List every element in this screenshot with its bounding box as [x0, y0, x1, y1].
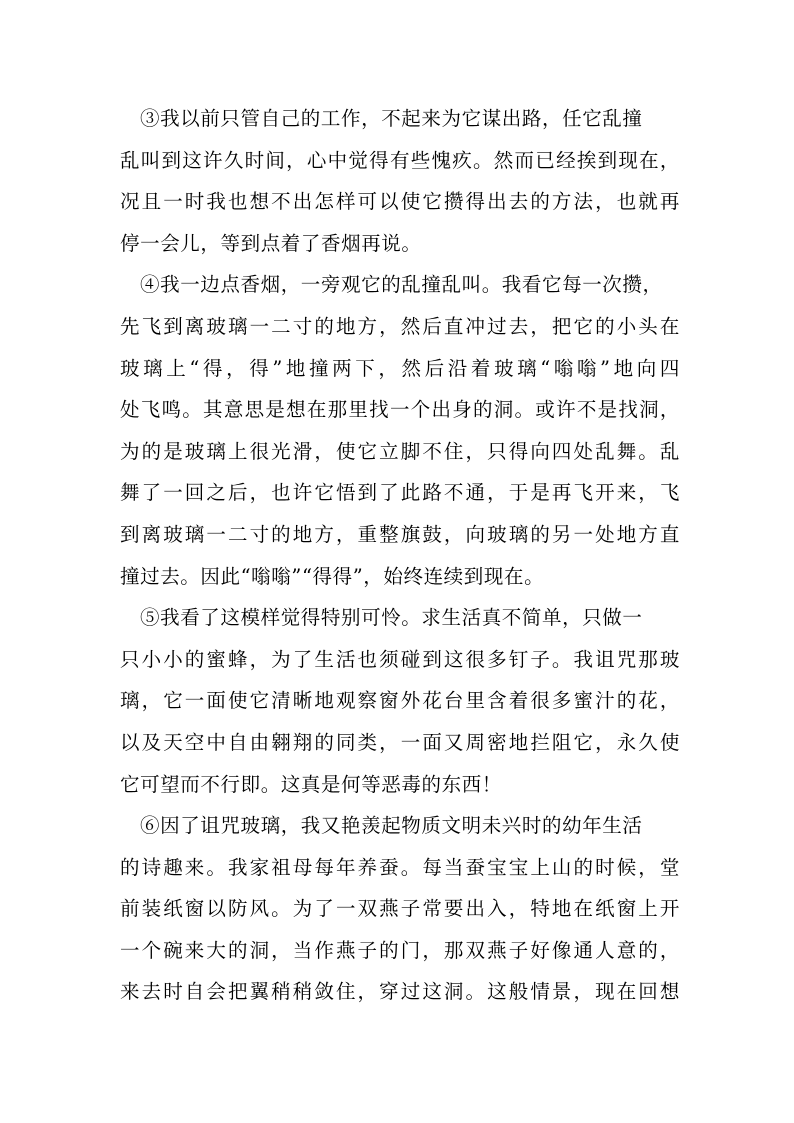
- paragraph-4-line-3: 玻璃上“得，得”地撞两下，然后沿着玻璃“嗡嗡”地向四: [120, 356, 680, 380]
- paragraph-4-line-2: 先飞到离玻璃一二寸的地方，然后直冲过去，把它的小头在: [120, 314, 680, 338]
- paragraph-6-line-4: 一个碗来大的洞，当作燕子的门，那双燕子好像通人意的，: [120, 938, 680, 962]
- paragraph-6-line-1: ⑥因了诅咒玻璃，我又艳羡起物质文明未兴时的幼年生活: [140, 814, 643, 838]
- paragraph-5-line-1: ⑤我看了这模样觉得特别可怜。求生活真不简单，只做一: [140, 606, 643, 630]
- paragraph-5-line-5: 它可望而不行即。这真是何等恶毒的东西！: [120, 772, 502, 796]
- paragraph-4-line-8: 撞过去。因此“嗡嗡”“得得”，始终连续到现在。: [120, 564, 545, 588]
- essay-text: [120, 98, 680, 1013]
- paragraph-5-line-2: 只小小的蜜蜂，为了生活也须碰到这很多钉子。我诅咒那玻: [120, 647, 680, 671]
- paragraph-3-line-3: 况且一时我也想不出怎样可以使它攒得出去的方法，也就再: [120, 190, 680, 214]
- paragraph-4-line-6: 舞了一回之后，也许它悟到了此路不通，于是再飞开来，飞: [120, 481, 680, 505]
- paragraph-5-line-3: 璃，它一面使它清晰地观察窗外花台里含着很多蜜汁的花，: [120, 689, 680, 713]
- paragraph-4-line-4: 处飞鸣。其意思是想在那里找一个出身的洞。或许不是找洞，: [120, 398, 680, 422]
- paragraph-6-line-3: 前装纸窗以防风。为了一双燕子常要出入，特地在纸窗上开: [120, 897, 680, 921]
- paragraph-6-line-2: 的诗趣来。我家祖母每年养蚕。每当蚕宝宝上山的时候，堂: [120, 855, 680, 879]
- paragraph-6-line-5: 来去时自会把翼稍稍敛住，穿过这洞。这般情景，现在回想: [120, 980, 680, 1004]
- paragraph-3-line-2: 乱叫到这许久时间，心中觉得有些愧疚。然而已经挨到现在，: [120, 148, 680, 172]
- paragraph-4-line-1: ④我一边点香烟，一旁观它的乱撞乱叫。我看它每一次攒，: [140, 273, 663, 297]
- paragraph-3-line-4: 停一会儿，等到点着了香烟再说。: [120, 231, 422, 255]
- paragraph-4-line-5: 为的是玻璃上很光滑，使它立脚不住，只得向四处乱舞。乱: [120, 439, 680, 463]
- paragraph-4-line-7: 到离玻璃一二寸的地方，重整旗鼓，向玻璃的另一处地方直: [120, 522, 680, 546]
- paragraph-3-line-1: ③我以前只管自己的工作，不起来为它谋出路，任它乱撞: [140, 107, 643, 130]
- paragraph-5-line-4: 以及天空中自由翱翔的同类，一面又周密地拦阻它，永久使: [120, 730, 680, 754]
